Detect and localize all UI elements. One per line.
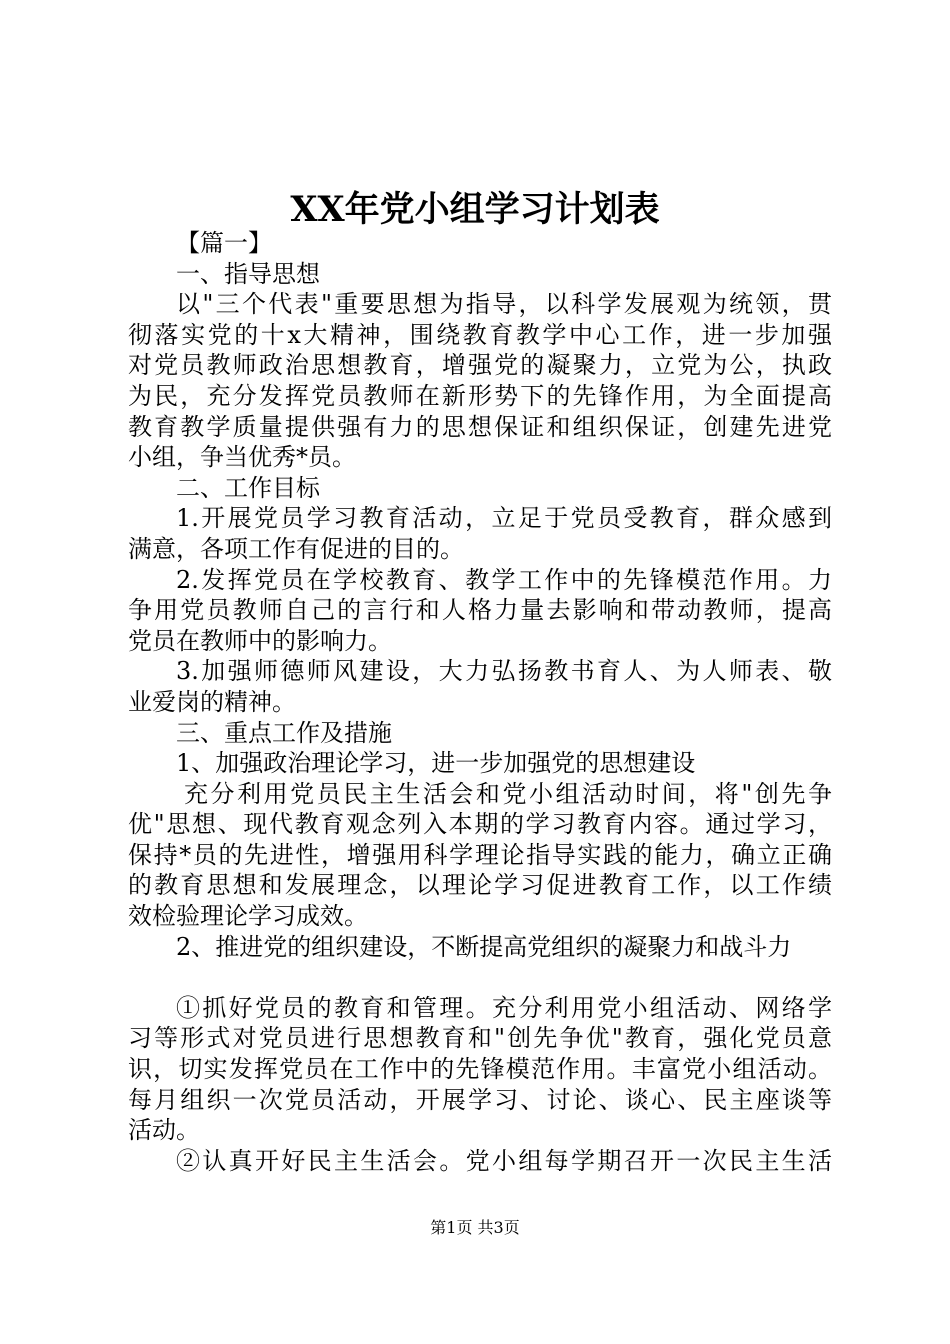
paragraph-line: 为民，充分发挥党员教师在新形势下的先锋作用，为全面提高: [128, 381, 832, 410]
paragraph-line: 业爱岗的精神。: [128, 687, 296, 716]
paragraph-line: 小组，争当优秀*员。: [128, 443, 356, 472]
paragraph-line: 的教育思想和发展理念，以理论学习促进教育工作，以工作绩: [128, 871, 832, 900]
subheading-political-study: 1、加强政治理论学习，进一步加强党的思想建设: [176, 749, 696, 778]
paragraph-line: 以"三个代表"重要思想为指导，以科学发展观为统领，贯: [176, 290, 832, 319]
paragraph-line: 识，切实发挥党员在工作中的先锋模范作用。丰富党小组活动。: [128, 1055, 832, 1084]
paragraph-line: 效检验理论学习成效。: [128, 902, 368, 931]
heading-guiding-ideology: 一、指导思想: [176, 259, 320, 288]
page-footer: 第1页 共3页: [430, 1218, 520, 1237]
heading-work-goals: 二、工作目标: [176, 473, 320, 502]
heading-key-work: 三、重点工作及措施: [176, 718, 392, 747]
paragraph-line: 争用党员教师自己的言行和人格力量去影响和带动教师，提高: [128, 596, 832, 625]
paragraph-line: 彻落实党的十x大精神，围绕教育教学中心工作，进一步加强: [128, 320, 832, 349]
paragraph-line: 教育教学质量提供强有力的思想保证和组织保证，创建先进党: [128, 412, 832, 441]
paragraph-line: ②认真开好民主生活会。党小组每学期召开一次民主生活: [176, 1146, 832, 1175]
document-body: [128, 228, 832, 1176]
paragraph-line: 对党员教师政治思想教育，增强党的凝聚力，立党为公，执政: [128, 351, 832, 380]
paragraph-line: 1.开展党员学习教育活动，立足于党员受教育，群众感到: [176, 504, 832, 533]
paragraph-line: ①抓好党员的教育和管理。充分利用党小组活动、网络学: [176, 993, 832, 1022]
blank-line: [128, 962, 832, 993]
paragraph-line: 每月组织一次党员活动，开展学习、讨论、谈心、民主座谈等: [128, 1085, 832, 1114]
paragraph-line: 3.加强师德师风建设，大力弘扬教书育人、为人师表、敬: [176, 657, 832, 686]
paragraph-line: 2.发挥党员在学校教育、教学工作中的先锋模范作用。力: [176, 565, 832, 594]
paragraph-line: 党员在教师中的影响力。: [128, 626, 392, 655]
paragraph-line: 活动。: [128, 1116, 200, 1145]
paragraph-line: 习等形式对党员进行思想教育和"创先争优"教育，强化党员意: [128, 1024, 832, 1053]
paragraph-line: 优"思想、现代教育观念列入本期的学习教育内容。通过学习，: [128, 810, 832, 839]
paragraph-line: 保持*员的先进性，增强用科学理论指导实践的能力，确立正确: [128, 840, 832, 869]
paragraph-line: 满意，各项工作有促进的目的。: [128, 534, 464, 563]
paragraph-line: 充分利用党员民主生活会和党小组活动时间，将"创先争: [184, 779, 832, 808]
page-title: XX年党小组学习计划表: [290, 189, 660, 230]
subheading-organization: 2、推进党的组织建设，不断提高党组织的凝聚力和战斗力: [176, 932, 792, 961]
section-label: 【篇一】: [176, 229, 272, 257]
